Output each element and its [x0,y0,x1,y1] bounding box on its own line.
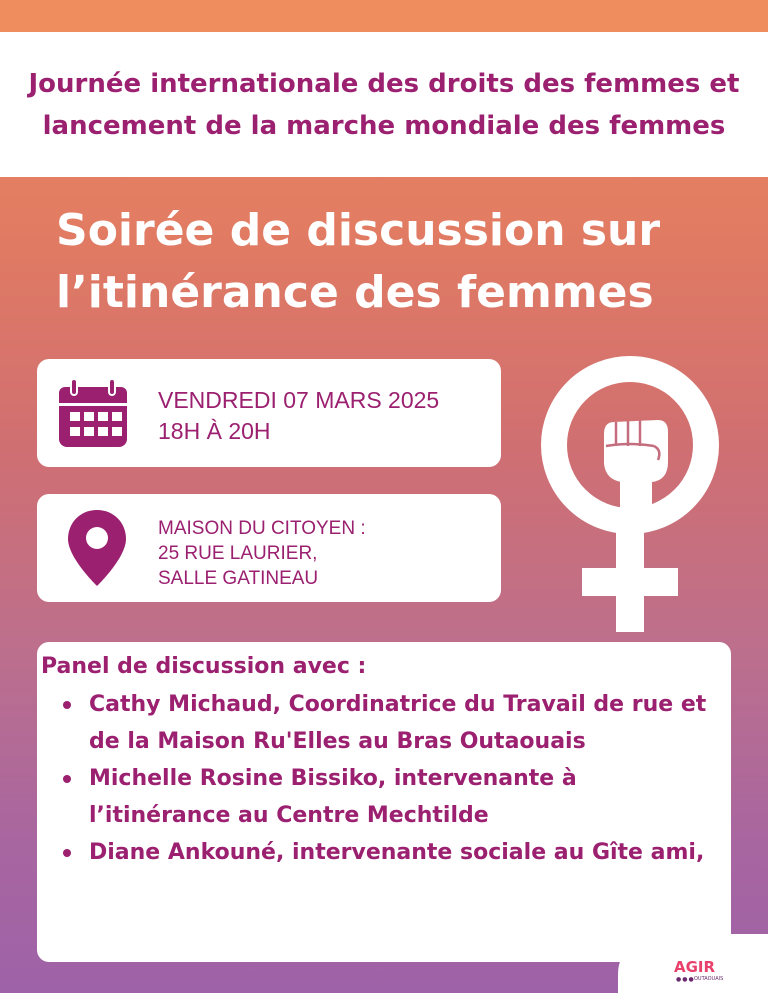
location-line-1: MAISON DU CITOYEN : [158,518,366,539]
time-line: 18H À 20H [158,418,271,444]
location-line-3: SALLE GATINEAU [158,568,319,589]
date-card [37,359,501,467]
top-band [0,0,768,32]
list-item: Diane Ankouné, intervenante sociale au Gîte ami, [59,834,719,871]
panel-title: Panel de discussion avec : [41,654,367,679]
list-item: Cathy Michaud, Coordinatrice du Travail de rue et de la Maison Ru'Elles au Bras Outaouais [59,686,719,760]
location-text [158,516,366,591]
headline-line-1: Soirée de discussion sur [56,205,661,256]
event-headline [56,200,736,324]
header-banner [0,32,768,177]
date-line: VENDREDI 07 MARS 2025 [158,387,440,413]
calendar-icon [57,379,129,453]
date-text [158,385,439,447]
map-pin-icon [65,508,129,592]
logo-name: AGIR [674,958,716,976]
headline-line-2: l’itinérance des femmes [56,267,654,318]
logo-dots-icon: ●●● [676,976,695,983]
panel-card [37,642,731,962]
location-line-2: 25 RUE LAURIER, [158,543,318,564]
panelist-list [59,686,719,871]
logo-subtitle: OUTAOUAIS [694,976,724,982]
logo-corner [618,934,768,993]
header-title: Journée internationale des droits des femmes et lancement de la marche mondiale des femmes [28,68,740,141]
list-item: Michelle Rosine Bissiko, intervenante à l’itinérance au Centre Mechtilde [59,760,719,834]
feminist-fist-venus-icon [530,350,730,639]
location-card [37,494,501,602]
